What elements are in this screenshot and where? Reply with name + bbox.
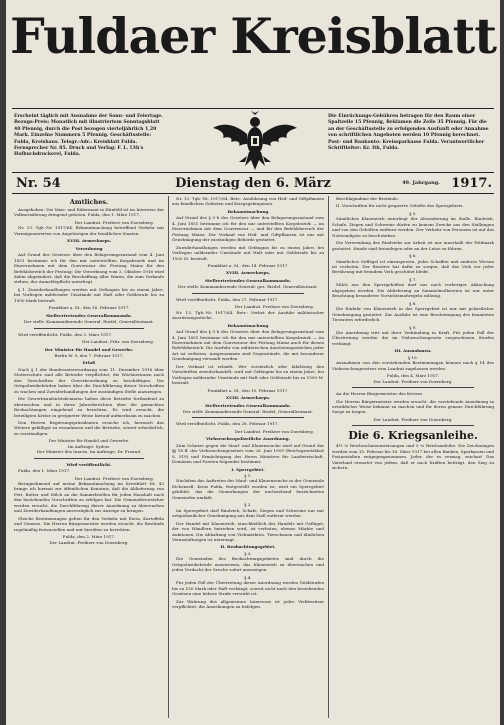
section-heading: Amtliches. (69, 198, 109, 206)
paragraph: Ausnahmen von den vorstehenden Bestimmungen können nach § 14 des Viehseuchengesetzes vom Landrat zugelassen werden. (332, 360, 494, 371)
dateline-bottom-rule (12, 193, 494, 194)
paragraph: Der Handel mit Klauenvieh, einschließlich des Handels mit Geflügel, der von Händlern betrieben wird, ist verboten, ebenso Märkte und Auktionen. Die Abhaltung von Viehmärkten, Tierschauen und ähnlichen Veranstaltungen ist untersagt. (172, 520, 324, 543)
volume: 49. Jahrgang. (402, 180, 440, 186)
article-separator (352, 387, 474, 388)
newspaper-page (6, 0, 500, 725)
issue-year: 1917. (451, 176, 492, 191)
article-separator (192, 417, 304, 418)
masthead-rule (12, 108, 494, 109)
centered-line: Im Auftrage: Sydow. (67, 443, 111, 449)
centered-line: § 5. (409, 210, 417, 216)
paragraph: Die Einfuhr von Klauenvieh in das Sperrgebiet ist nur mit polizeilicher Genehmigung gestattet. Zur Ausfuhr ist eine Bescheinigung des beamteten Tierarztes erforderlich. (332, 306, 494, 323)
column-2 (172, 196, 324, 720)
paragraph: Ausgehoben: Die Mais- und Rübensaat in Hünfeld ist im Interesse der Volksernährung dringend geboten. Fulda, den 1. März 1917. (14, 207, 164, 218)
paragraph: Auf Grund des Gesetzes über den Belagerungszustand vom 4. Juni 1851 bestimme ich für den mir unterstellten Korpsbezirk und im Einvernehmen mit dem Gouverneur der Festung Mainz für den Befehlsbereich der Festung: Die Verordnung vom 2. Oktober 1916 wird dahin abgeändert, daß die Beschaffung aller Waren, die zum Verkaufe stehen, der Anmeldepflicht unterliegt. (14, 252, 164, 285)
paragraph: Im Sperrgebiet darf Rindvieh, Schafe, Ziegen und Schweine nur mit ortspolizeilicher Genehmigung aus dem Stall entfernt werden. (172, 507, 324, 519)
centered-line: Der Minister des Innern. Im Auftrage: Dr. Freund. (36, 449, 142, 455)
paragraph: Die Gemeinden des Beobachtungsgebietes sind durch die Ortspolizeibehörde anzuweisen, das Klauenvieh zu überwachen und jeden Verdacht der Seuche sofort anzuzeigen. (172, 556, 324, 573)
paragraph: Zuwiderhandlungen werden mit Gefängnis bis zu einem Jahre, bei Vorliegen mildernder Umstände mit Haft oder mit Geldstrafe bis zu 1500 M. bestraft. (172, 244, 324, 261)
paragraph: § 1. Zuwiderhandlungen werden mit Gefängnis bis zu einem Jahre, bei Vorliegen mildernder Umstände mit Haft oder Geldstrafe bis zu 1500 Mark bestraft. (14, 286, 164, 303)
article-separator (34, 328, 144, 329)
centered-line: § 6. (409, 253, 417, 259)
paragraph: Zur Wahrung des allgemeinen Interesses ist jeder Viehbesitzer verpflichtet, die Anordnungen zu befolgen. (172, 598, 324, 609)
section-heading: Bekanntmachung (227, 208, 269, 214)
centered-line: Der stellv. Kommandierende General: Riedel, Generalleutnant. (23, 319, 155, 325)
section-heading: III. Ausnahmen. (394, 348, 432, 354)
paragraph: Nr. 13. Tgb.-Nr. 1917/64. Betr.: Ausfuhrung von Heil- und Giftpflanzen aus feindlichen Gebieten und Kriegsgefangenen. (172, 196, 324, 207)
issue-date: Dienstag den 6. März (175, 176, 331, 191)
centered-line: § 2. (244, 502, 252, 508)
section-heading: Erlaß (82, 360, 96, 366)
paragraph: Die Verwendung des Rindviehs zur Arbeit ist nur innerhalb der Feldmark gestattet. Hunde sind festzulegen oder an der Leine zu führen. (332, 240, 494, 251)
centered-line: § 3. (244, 550, 252, 556)
section-heading: Die 6. Kriegsanleihe. (348, 429, 478, 443)
section-heading: Stellvertretendes Generalkommando. (46, 312, 132, 318)
paragraph: Zum Schutze gegen die Maul- und Klauenseuche wird auf Grund der §§ 18 ff. des Viehseuchengesetzes vom 26. Juni 1909 (Reichsgesetzblatt S. 519) und Ermächtigung des Herrn Ministers für Landwirtschaft, Domänen und Forsten folgendes bestimmt: (172, 442, 324, 465)
centered-line: Frankfurt a. M., den 10. Februar 1917. (207, 387, 289, 393)
paragraph: Nr. 13. Tgb.-Nr. 1917/64. Bekanntmachung betreffend Verkehr mit Vermögenswerten von Angehörigen der feindlichen Staaten. (14, 225, 164, 236)
paragraph: Nachdem das Auftreten der Maul- und Klauenseuche in der Gemeinde Eichenzell, Kreis Fulda, festgestellt worden ist, wird ein Sperrgebiet gebildet, das die Gemarkungen der nachstehend bezeichneten Gemeinden umfaßt. (172, 478, 324, 500)
paragraph: Sämtliches Geflügel ist einzusperren, jedes Schaffen und anderes Wiesen ist verboten. Der Besitzer hat dafür zu sorgen, daß das Vieh vor jeder Berührung mit fremdem Vieh geschützt bleibt. (332, 258, 494, 275)
section-heading: Verordnung (75, 245, 103, 251)
column-divider (328, 196, 329, 718)
section-heading: I. Sperrgebiet. (231, 466, 265, 472)
centered-line: Frankfurt a. M., den 16. Februar 1917. (48, 305, 130, 311)
section-heading: Stellvertretendes Generalkommando. (205, 277, 291, 283)
column-1 (14, 196, 164, 720)
signature-line: Der Landrat. Freiherr von Doernberg. (74, 475, 154, 481)
centered-line: Der Minister für Handel und Gewerbe. (48, 438, 130, 444)
section-heading: Der Minister für Handel und Gewerbe. (44, 346, 134, 352)
signature-line: Der Landrat. Freiherr von Doernberg. (234, 304, 314, 310)
paragraph: Nach § 1 der Bundesratsverordnung vom 11. Dezember 1916 über Mutterschutz sind alle Betriebe verpflichtet, die Wöchnerinnen nach den Vorschriften der Gewerbeordnung zu beschäftigen. Die Ortspolizeibehörden haben über die Durchführung dieser Vorschriften zu wachen und Zuwiderhandlungen der zuständigen Stelle anzuzeigen. (14, 366, 164, 394)
paragraph: Beschlagnahme der Bestände. (336, 196, 400, 201)
paragraph: Wird veröffentlicht. Fulda, den 28. Februar 1917. (176, 421, 279, 427)
centered-line: Der stellv. Kommandierende General: gez. Riedel, Generalleutnant. (178, 284, 318, 290)
subscription-info: Erscheint täglich mit Ausnahme der Sonn- und Feiertage. Bezugs-Preis: Monatlich mit illustriertem Sonntagsblatt 40 Pfennig, durch die Post bezogen vierteljährlich 1,20 Mark. Einzelne Nummern 5 Pfennig. Geschäftsstelle: Fulda, Kreishaus. Telegr.-Adr.: Kreisblatt Fulda. Fernsprecher Nr. 85. Druck und Verlag: F. L. Uth's Hofbuchdruckerei, Fulda. (14, 114, 163, 158)
section-heading: II. Beobachtungsgebiet. (220, 544, 276, 550)
advertising-info: Die Einrückungs-Gebühren betragen für den Raum einer Spaltzeile 15 Pfennig, Reklamen die Zeile 35 Pfennig. Für die an der Geschäftsstelle zu erfolgenden Ausfunft oder Annahme von schriftlichen Angeboten werden 10 Pfennig berechnet. Post- und Bankonto: Kreissparkasse Fulda. Verantwortlicher Schriftleiter: Kr. Ith, Fulda. (328, 114, 489, 152)
paragraph: Für jeden Fall der Übertretung dieser Anordnung werden Geldstrafen bis zu 150 Mark oder Haft verhängt, soweit nicht nach den bestehenden Gesetzen eine höhere Strafe verwirkt ist. (172, 580, 324, 597)
section-heading: Stellvertretendes Generalkommando. (205, 402, 291, 408)
article-separator (34, 458, 144, 459)
column-3 (332, 196, 494, 720)
prussian-eagle-emblem (211, 110, 299, 172)
paragraph: Fulda, den 1. März 1917. (18, 468, 71, 474)
centered-line: § 8. (409, 300, 417, 306)
paragraph: Der Verkauf ist erlaubt. Wer vorsätzlich oder fahrlässig den Vorschriften zuwiderhandelt, wird mit Gefängnis bis zu einem Jahre, bei Vorliegen mildernder Umstände mit Haft oder Geldstrafe bis zu 1500 M. bestraft. (172, 363, 324, 386)
paragraph: Sämtliches Klauenvieh unterliegt der Absonderung im Stalle. Rindvieh, Schafe, Ziegen und Schweine dürfen zu keinem Zwecke aus den Stallungen und von den Gehöften entfernt werden. Der Verkehr von Personen ist auf das Notwendigste zu beschränken. (332, 216, 494, 238)
signature-line: Der Landrat. Freiherr von Doernberg. (74, 219, 154, 225)
article-separator (352, 425, 474, 426)
signature-line: Der Landrat. Frhr. von Doernberg. (82, 339, 154, 345)
paragraph: Auf Grund des § 9 b des Gesetzes über den Belagerungszustand vom 4. Juni 1851 bestimme ich für den mir unterstellten Korpsbezirk — im Einvernehmen mit dem Gouverneur — und für den Befehlsbereich der Festung Mainz: Der Verkauf von Heil- und Giftpflanzen ist nur mit Genehmigung der zuständigen Behörde gestattet. (172, 215, 324, 243)
paragraph: 4½ % Reichsschatzanweisungen und 5 % Reichsanleihe. Die Zeichnungen werden vom 15. Februar bis 16. März 1917 bei allen Banken, Sparkassen und Postanstalten entgegengenommen. Jeder, der es vermag, zeichne! Das Vaterland erwartet von jedem, daß er nach Kräften beiträgt, den Sieg zu sichern. (332, 443, 494, 471)
paragraph: Bezugnehmend auf meine Bekanntmachung im Kreisblatt Nr. 43 bringe ich hiermit zur öffentlichen Kenntnis, daß die Ablieferung von Fett, Butter und Milch an die Sammelstellen für jeden Haushalt nach den bestehenden Vorschriften zu erfolgen hat. Die Gemeindevorsteher werden ersucht, die Durchführung dieser Anordnung zu überwachen und Zuwiderhandlungen unverzüglich zur Anzeige zu bringen. (14, 481, 164, 514)
section-heading: Viehseuchenpolizeiliche Anordnung. (205, 436, 291, 442)
centered-line: Fulda, den 2. März 1917. (62, 534, 116, 540)
paragraph: Wird veröffentlicht. Fulda, den 3. März 1917. (18, 331, 113, 337)
paragraph: Die Gewerbeaufsichtsbeamten haben diese Betriebe fortlaufend zu überwachen und in ihren Jahresberichten über die gemachten Beobachtungen eingehend zu berichten. Es wird ersucht, die beteiligten Kreise in geeigneter Weise hierauf aufmerksam zu machen. (14, 396, 164, 418)
section-heading: XVIII. Armeekorps. (66, 238, 112, 244)
centered-line: Fulda, den 4. März 1917. (386, 373, 440, 379)
paragraph: Milch aus den Sperrgehöften darf nur nach vorheriger Abkochung abgegeben werden. Die Ablieferung an Sammelmolkereien ist nur unter Beachtung besonderer Vorsichtsmaßregeln zulässig. (332, 282, 494, 299)
centered-line: Frankfurt a. M., den 14. Februar 1917. (207, 262, 289, 268)
section-heading: XVIII. Armeekorps. (225, 395, 271, 401)
paragraph: Gleiche Bestimmungen gelten für den Verkehr mit Eiern, Kartoffeln und Gemüse. Die Herren Bürgermeister werden ersucht, die Bestände regelmäßig festzustellen und mir hierüber zu berichten. (14, 515, 164, 532)
article-separator (192, 293, 304, 294)
masthead-title: Fuldaer Kreisblatt (10, 7, 496, 65)
centered-line: § 10. (408, 354, 418, 360)
section-heading: Wird veröffentlicht. (66, 461, 112, 467)
paragraph: An die Herren Bürgermeister des Kreises. (336, 391, 424, 397)
centered-line: Der Landrat. Freiherr von Doernberg. (49, 539, 129, 545)
paragraph: Nr. 13. Tgb.-Nr. 1917/64. Betr.: Verbot der Ausfuhr militärischer Ausrüstungsstücke. (172, 309, 324, 321)
centered-line: Der stellv. Kommandierende General: Riedel, Generalleutnant. (182, 408, 314, 414)
centered-line: § 9. (409, 324, 417, 330)
centered-line: Der Landrat. Freiherr von Doernberg. (373, 378, 453, 384)
centered-line: Berlin W. 9, den 7. Februar 1917. (54, 352, 124, 358)
paragraph: Die Herren Bürgermeister werden ersucht, die vorstehende Anordnung in ortsüblicher Weise bekannt zu machen und für deren genaue Durchführung Sorge zu tragen. (332, 398, 494, 415)
section-heading: Bekanntmachung (227, 322, 269, 328)
signature-line: Der Landrat. Freiherr von Doernberg. (234, 428, 314, 434)
paragraph: Den Herren Regierungspräsidenten ersuche ich, hiernach das Weitere gefälligst zu veranlassen und die Betriebe, soweit erforderlich, zu verständigen. (14, 419, 164, 436)
centered-line: Der Landrat. Freiherr von Doernberg. (373, 416, 453, 422)
centered-line: § 4. (244, 574, 252, 580)
paragraph: Wird veröffentlicht. Fulda, den 27. Februar 1917. (176, 296, 279, 302)
centered-line: § 7. (409, 276, 417, 282)
centered-line: § 1. (244, 473, 252, 479)
paragraph: II. Vorschriften für nicht gesperrte Gehöfte des Sperrgebiets. (336, 203, 464, 209)
paragraph: Die Anordnung tritt mit ihrer Verkündung in Kraft. Für jeden Fall der Übertretung werden die im Viehseuchengesetz vorgesehenen Strafen verhängt. (332, 329, 494, 346)
dateline (6, 174, 500, 192)
paragraph: Auf Grund des § 9 b des Gesetzes über den Belagerungszustand vom 4. Juni 1851 bestimme ich für den mir unterstellten Korpsbezirk — im Einvernehmen mit dem Gouverneur der Festung Mainz auch für diesen Befehlsbereich: Die Ausfuhr von militärischen Ausrüstungsstücken jeder Art ist verboten. Ausgenommen sind Gegenstände, die mit besonderer Genehmigung versandt werden. (172, 329, 324, 362)
column-divider (168, 196, 169, 718)
issue-number: Nr. 54 (16, 176, 61, 191)
dateline-top-rule (12, 172, 494, 173)
section-heading: XVIII. Armeekorps. (225, 270, 271, 276)
